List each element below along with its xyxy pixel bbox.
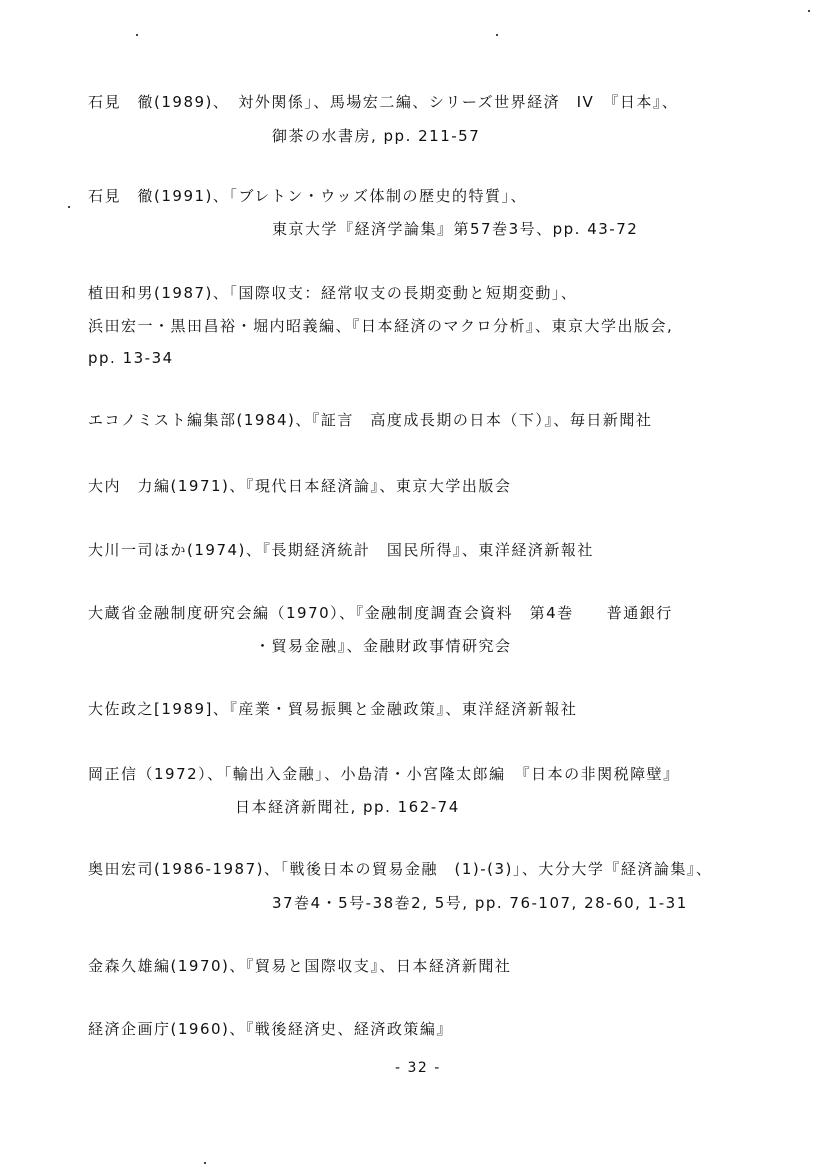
reference-line: 東京大学『経済学論集』第57巻3号、pp. 43-72 xyxy=(272,220,639,238)
reference-line: エコノミスト編集部(1984)、『証言 高度成長期の日本（下）』、毎日新聞社 xyxy=(88,411,653,429)
scan-speck xyxy=(204,1162,206,1164)
reference-line: 大内 力編(1971)、『現代日本経済論』、東京大学出版会 xyxy=(88,477,512,495)
scan-speck xyxy=(68,206,70,208)
scan-speck xyxy=(496,34,498,36)
reference-line: 御茶の水書房, pp. 211-57 xyxy=(272,127,481,145)
reference-line: 植田和男(1987)、「国際収支：経常収支の長期変動と短期変動」、 xyxy=(88,284,578,302)
reference-line: 日本経済新聞社, pp. 162-74 xyxy=(235,798,460,816)
reference-line: 経済企画庁(1960)、『戦後経済史、経済政策編』 xyxy=(88,1020,453,1038)
reference-line: 37巻4・5号-38巻2, 5号, pp. 76-107, 28-60, 1-31 xyxy=(272,894,688,912)
reference-line: 大佐政之[1989]、『産業・貿易振興と金融政策』、東洋経済新報社 xyxy=(88,700,578,718)
page-number: - 32 - xyxy=(395,1060,441,1076)
reference-line: 岡正信（1972）、「輸出入金融」、小島清・小宮隆太郎編 『日本の非関税障壁』 xyxy=(88,765,680,783)
scan-speck xyxy=(808,10,810,12)
reference-line: 奥田宏司(1986-1987)、「戦後日本の貿易金融 (1)-(3)」、大分大学『経済論集』、 xyxy=(88,860,713,878)
reference-line: ・貿易金融』、金融財政事情研究会 xyxy=(255,637,512,655)
reference-line: 大蔵省金融制度研究会編（1970）、『金融制度調査会資料 第4巻 普通銀行 xyxy=(88,604,673,622)
reference-line: pp. 13-34 xyxy=(88,349,174,367)
reference-line: 石見 徹(1989)、 対外関係」、馬場宏二編、シリーズ世界経済 IV 『日本』、 xyxy=(88,93,679,111)
reference-line: 浜田宏一・黒田昌裕・堀内昭義編、『日本経済のマクロ分析』、東京大学出版会, xyxy=(88,317,674,335)
reference-line: 石見 徹(1991)、「ブレトン・ウッズ体制の歴史的特質」、 xyxy=(88,187,527,205)
reference-line: 金森久雄編(1970)、『貿易と国際収支』、日本経済新聞社 xyxy=(88,957,512,975)
scan-speck xyxy=(136,34,138,36)
reference-line: 大川一司ほか(1974)、『長期経済統計 国民所得』、東洋経済新報社 xyxy=(88,541,594,559)
